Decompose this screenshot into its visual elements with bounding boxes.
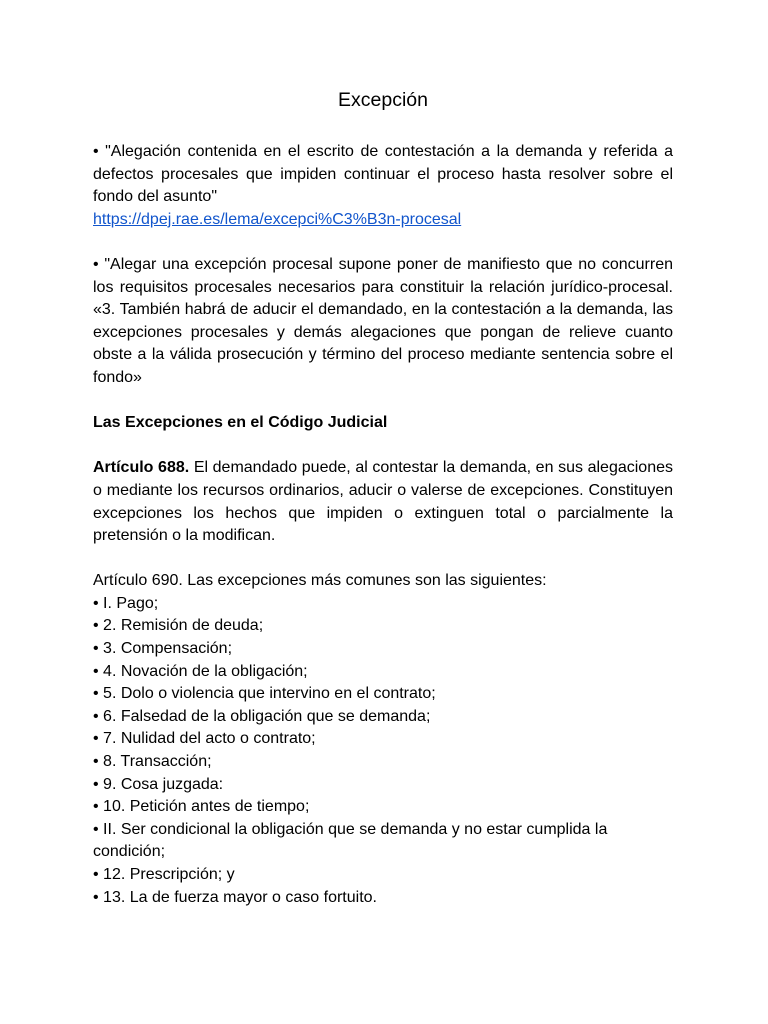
list-item: • I. Pago;	[93, 594, 159, 612]
list-item: • 8. Transacción;	[93, 753, 212, 771]
article-688-label: Artículo 688.	[93, 459, 190, 477]
list-item: • 10. Petición antes de tiempo;	[93, 798, 310, 816]
list-item: • 7. Nulidad del acto o contrato;	[93, 730, 316, 748]
rae-source-link[interactable]: https://dpej.rae.es/lema/excepci%C3%B3n-procesal	[93, 210, 462, 228]
article-690-intro: Artículo 690. Las excepciones más comunes son las siguientes:	[93, 572, 547, 590]
definition-quote-1-text: • "Alegación contenida en el escrito de contestación a la demanda y referida a defectos procesales que impiden continuar el proceso hasta resolver sobre el fondo del asunto"	[93, 143, 673, 206]
spacer	[93, 435, 673, 458]
list-item: • II. Ser condicional la obligación que se demanda y no estar cumplida la condición;	[93, 820, 608, 861]
article-688	[93, 457, 673, 547]
list-item: • 12. Prescripción; y	[93, 866, 235, 883]
list-item: • 4. Novación de la obligación;	[93, 662, 308, 680]
list-item: • 6. Falsedad de la obligación que se demanda;	[93, 707, 431, 725]
list-item: • 9. Cosa juzgada:	[93, 775, 224, 793]
spacer	[93, 548, 673, 571]
article-688-text: El demandado puede, al contestar la demanda, en sus alegaciones o mediante los recursos ordinarios, aducir o valerse de excepciones. Constituyen excepciones los hechos que impiden o extinguen total o parcialmente la pretensión o la modifican.	[93, 459, 674, 545]
spacer	[93, 231, 673, 254]
definition-quote-1	[93, 141, 673, 231]
list-item: • 5. Dolo o violencia que intervino en el contrato;	[93, 685, 436, 703]
definition-quote-2: • "Alegar una excepción procesal supone poner de manifiesto que no concurren los requisitos procesales necesarios para constituir la relación jurídico-procesal. «3. También habrá de aducir el demandado, en la contestación a la demanda, las excepciones procesales y demás alegaciones que pongan de relieve cuanto obste a la válida prosecución y término del proceso mediante sentencia sobre el fondo»	[93, 255, 673, 386]
list-item: • 13. La de fuerza mayor o caso fortuito.	[93, 888, 377, 906]
list-item: • 2. Remisión de deuda;	[93, 617, 264, 635]
list-item: • 3. Compensación;	[93, 640, 233, 658]
exceptions-list	[93, 593, 673, 909]
page-title: Excepción	[338, 89, 428, 111]
spacer	[93, 390, 673, 413]
section-heading: Las Excepciones en el Código Judicial	[93, 414, 388, 432]
document-page	[93, 88, 673, 909]
